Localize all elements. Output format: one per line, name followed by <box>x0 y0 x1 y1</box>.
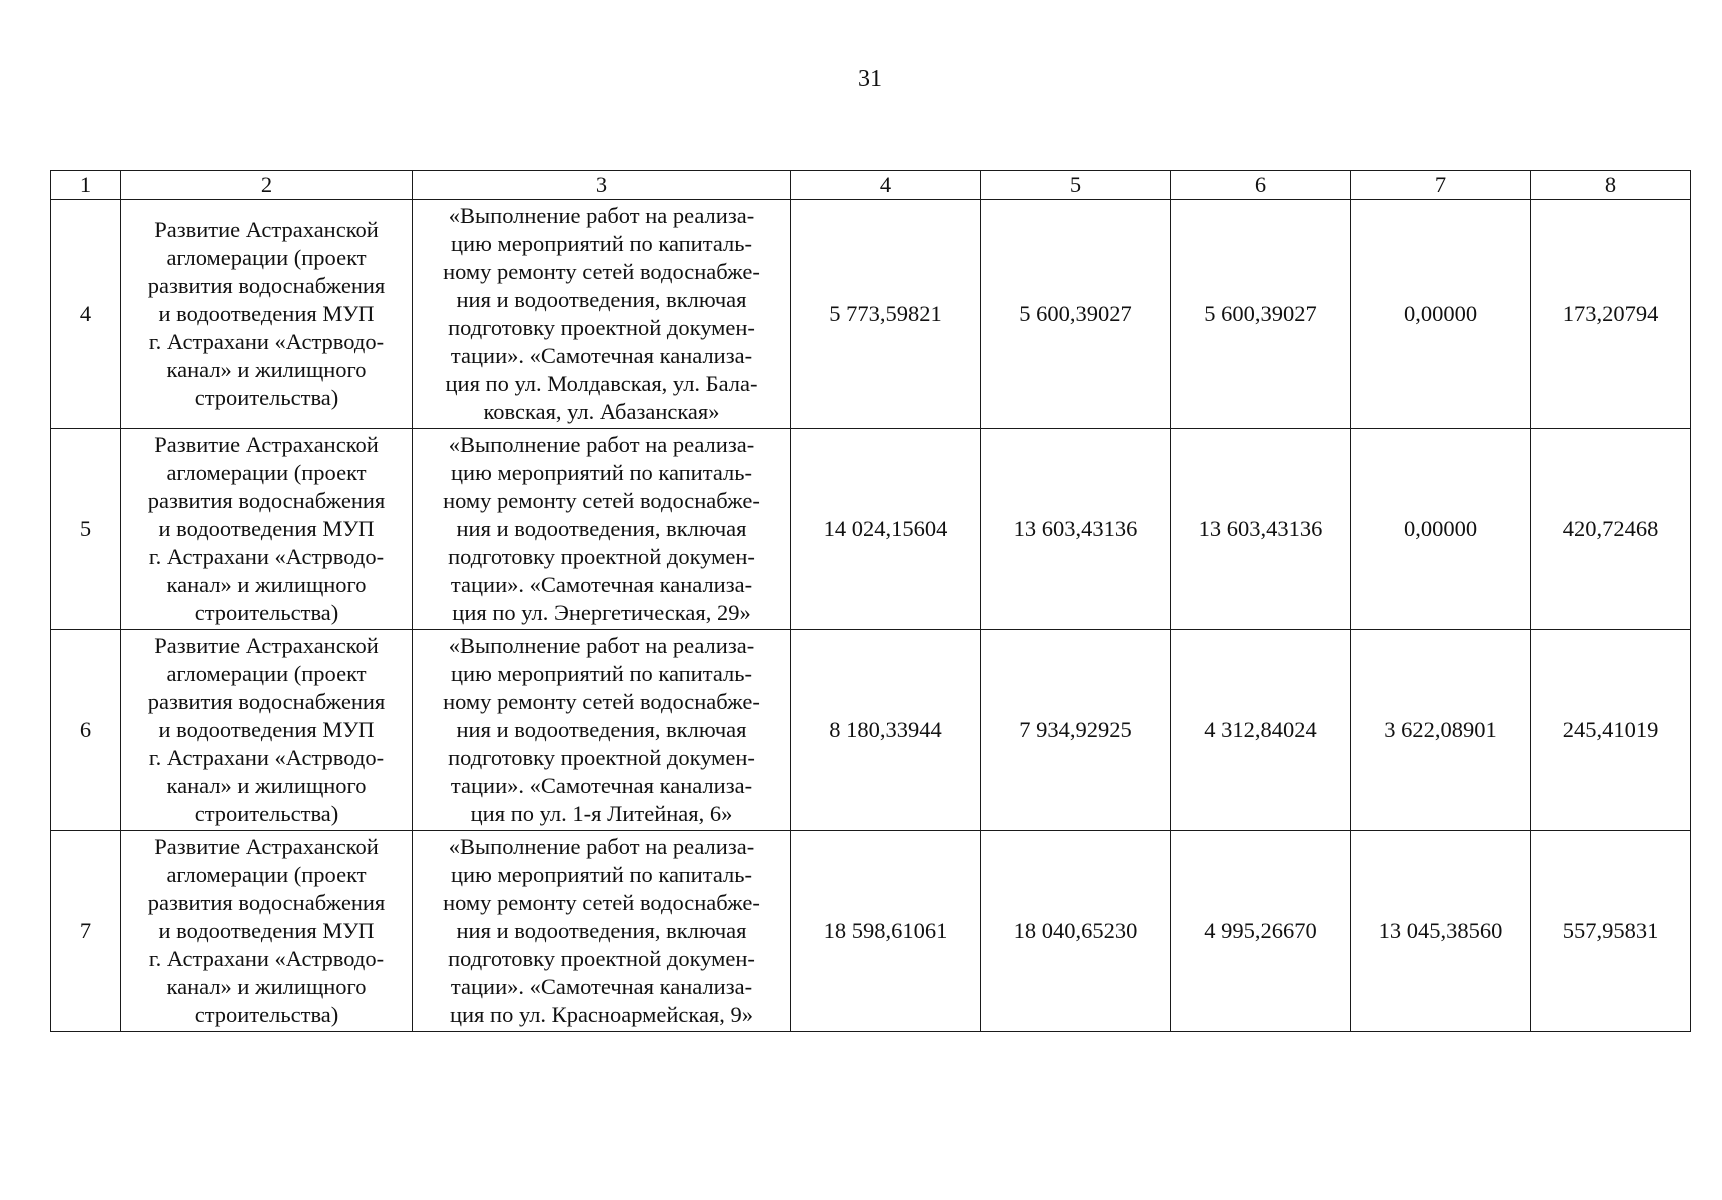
column-number-row <box>51 171 1691 200</box>
column-header: 5 <box>981 171 1171 200</box>
description-cell: «Выполнение работ на реализа- цию мероприятий по капиталь- ному ремонту сетей водоснабже- ния и водоотведения, включая подготовку проектной докумен- тации». «Самотечная канализа- ция по ул. Красноармейская, 9» <box>413 831 791 1032</box>
value-cell-col7: 0,00000 <box>1351 429 1531 630</box>
row-number-cell: 6 <box>51 630 121 831</box>
column-header: 4 <box>791 171 981 200</box>
description-cell: «Выполнение работ на реализа- цию мероприятий по капиталь- ному ремонту сетей водоснабже- ния и водоотведения, включая подготовку проектной докумен- тации». «Самотечная канализа- ция по ул. Молдавская, ул. Бала- ковская, ул. Абазанская» <box>413 200 791 429</box>
row-number-cell: 5 <box>51 429 121 630</box>
value-cell-col5: 18 040,65230 <box>981 831 1171 1032</box>
value-cell-col4: 18 598,61061 <box>791 831 981 1032</box>
row-number-cell: 7 <box>51 831 121 1032</box>
value-cell-col8: 245,41019 <box>1531 630 1691 831</box>
value-cell-col6: 13 603,43136 <box>1171 429 1351 630</box>
project-cell: Развитие Астраханской агломерации (проект развития водоснабжения и водоотведения МУП г. Астрахани «Астрводо- канал» и жилищного строительства) <box>121 200 413 429</box>
column-header: 6 <box>1171 171 1351 200</box>
column-header: 7 <box>1351 171 1531 200</box>
value-cell-col6: 4 312,84024 <box>1171 630 1351 831</box>
row-number-cell: 4 <box>51 200 121 429</box>
table-row <box>51 200 1691 429</box>
value-cell-col5: 13 603,43136 <box>981 429 1171 630</box>
column-header: 1 <box>51 171 121 200</box>
column-header: 8 <box>1531 171 1691 200</box>
table-row <box>51 630 1691 831</box>
value-cell-col8: 557,95831 <box>1531 831 1691 1032</box>
value-cell-col5: 5 600,39027 <box>981 200 1171 429</box>
value-cell-col4: 14 024,15604 <box>791 429 981 630</box>
value-cell-col6: 5 600,39027 <box>1171 200 1351 429</box>
value-cell-col7: 13 045,38560 <box>1351 831 1531 1032</box>
table-row <box>51 429 1691 630</box>
value-cell-col8: 420,72468 <box>1531 429 1691 630</box>
project-cell: Развитие Астраханской агломерации (проект развития водоснабжения и водоотведения МУП г. Астрахани «Астрводо- канал» и жилищного строительства) <box>121 831 413 1032</box>
value-cell-col4: 8 180,33944 <box>791 630 981 831</box>
project-cell: Развитие Астраханской агломерации (проект развития водоснабжения и водоотведения МУП г. Астрахани «Астрводо- канал» и жилищного строительства) <box>121 429 413 630</box>
value-cell-col4: 5 773,59821 <box>791 200 981 429</box>
value-cell-col7: 0,00000 <box>1351 200 1531 429</box>
description-cell: «Выполнение работ на реализа- цию мероприятий по капиталь- ному ремонту сетей водоснабже- ния и водоотведения, включая подготовку проектной докумен- тации». «Самотечная канализа- ция по ул. Энергетическая, 29» <box>413 429 791 630</box>
project-cell: Развитие Астраханской агломерации (проект развития водоснабжения и водоотведения МУП г. Астрахани «Астрводо- канал» и жилищного строительства) <box>121 630 413 831</box>
value-cell-col5: 7 934,92925 <box>981 630 1171 831</box>
value-cell-col7: 3 622,08901 <box>1351 630 1531 831</box>
description-cell: «Выполнение работ на реализа- цию мероприятий по капиталь- ному ремонту сетей водоснабже- ния и водоотведения, включая подготовку проектной докумен- тации». «Самотечная канализа- ция по ул. 1-я Литейная, 6» <box>413 630 791 831</box>
column-header: 2 <box>121 171 413 200</box>
page-number: 31 <box>858 66 882 92</box>
value-cell-col8: 173,20794 <box>1531 200 1691 429</box>
column-header: 3 <box>413 171 791 200</box>
table-row <box>51 831 1691 1032</box>
value-cell-col6: 4 995,26670 <box>1171 831 1351 1032</box>
investment-table <box>50 170 1691 1032</box>
